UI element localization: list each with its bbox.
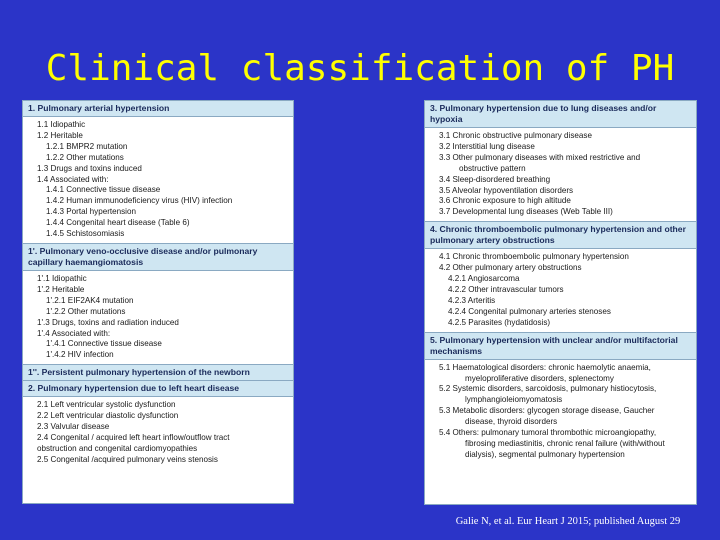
list-item: obstruction and congenital cardiomyopathies — [37, 443, 198, 453]
group-5-items — [425, 360, 696, 464]
group-5-header: 5. Pulmonary hypertension with unclear and/or multifactorial mechanisms — [425, 333, 696, 360]
list-item: 5.4 Others: pulmonary tumoral thrombothic microangiopathy, — [439, 428, 657, 438]
list-item: 1'.4 Associated with: — [37, 328, 111, 338]
list-item: 1'.4.1 Connective tissue disease — [46, 339, 162, 349]
list-item: 3.2 Interstitial lung disease — [439, 141, 535, 151]
list-item: 1'.2.1 EIF2AK4 mutation — [46, 295, 134, 305]
group-1-double-prime-header: 1''. Persistent pulmonary hypertension of the newborn — [23, 365, 293, 381]
list-item: 3.7 Developmental lung diseases (Web Table III) — [439, 207, 613, 217]
classification-left-column — [22, 100, 294, 504]
list-item: 4.1 Chronic thromboembolic pulmonary hypertension — [439, 252, 629, 262]
list-item: 1.4.4 Congenital heart disease (Table 6) — [46, 218, 190, 228]
group-1-items — [23, 117, 293, 244]
list-item: dialysis), segmental pulmonary hypertension — [465, 449, 625, 459]
group-1-prime-items — [23, 271, 293, 365]
list-item: 1.4.2 Human immunodeficiency virus (HIV) infection — [46, 196, 233, 206]
list-item: 1.2.2 Other mutations — [46, 152, 124, 162]
list-item: lymphangioleiomyomatosis — [465, 395, 563, 405]
list-item: disease, thyroid disorders — [465, 417, 558, 427]
list-item: 4.2.3 Arteritis — [448, 295, 496, 305]
list-item: 4.2 Other pulmonary artery obstructions — [439, 263, 582, 273]
list-item: 5.2 Systemic disorders, sarcoidosis, pulmonary histiocytosis, — [439, 384, 657, 394]
classification-right-column — [424, 100, 697, 505]
list-item: 5.3 Metabolic disorders: glycogen storage disease, Gaucher — [439, 406, 655, 416]
list-item: 3.4 Sleep-disordered breathing — [439, 174, 551, 184]
list-item: myeloproliferative disorders, splenectomy — [465, 373, 614, 383]
group-3-items — [425, 128, 696, 222]
list-item: 3.5 Alveolar hypoventilation disorders — [439, 185, 574, 195]
list-item: 2.4 Congenital / acquired left heart inflow/outflow tract — [37, 432, 230, 442]
list-item: 3.6 Chronic exposure to high altitude — [439, 196, 571, 206]
list-item: 1.1 Idiopathic — [37, 120, 86, 129]
group-3-header: 3. Pulmonary hypertension due to lung diseases and/or hypoxia — [425, 101, 696, 128]
list-item: fibrosing mediastinitis, chronic renal failure (with/without — [465, 438, 665, 448]
list-item: 1'.4.2 HIV infection — [46, 350, 114, 360]
list-item: 1'.2 Heritable — [37, 284, 85, 294]
list-item: 2.1 Left ventricular systolic dysfunction — [37, 400, 176, 410]
group-4-items — [425, 249, 696, 332]
list-item: 1.2.1 BMPR2 mutation — [46, 141, 128, 151]
group-1-header: 1. Pulmonary arterial hypertension — [23, 101, 293, 117]
group-1-prime-header: 1'. Pulmonary veno-occlusive disease and/or pulmonary capillary haemangiomatosis — [23, 244, 293, 271]
list-item: 2.5 Congenital /acquired pulmonary veins stenosis — [37, 454, 218, 464]
group-4-header: 4. Chronic thromboembolic pulmonary hypertension and other pulmonary artery obstructions — [425, 222, 696, 249]
list-item: obstructive pattern — [459, 163, 526, 173]
group-2-items — [23, 397, 293, 468]
list-item: 1.4.3 Portal hypertension — [46, 207, 136, 217]
list-item: 1.2 Heritable — [37, 130, 83, 140]
list-item: 1.3 Drugs and toxins induced — [37, 163, 142, 173]
list-item: 1.4.1 Connective tissue disease — [46, 185, 161, 195]
list-item: 5.1 Haematological disorders: chronic haemolytic anaemia, — [439, 362, 651, 372]
list-item: 1'.3 Drugs, toxins and radiation induced — [37, 317, 179, 327]
list-item: 1.4 Associated with: — [37, 174, 109, 184]
list-item: 1.4.5 Schistosomiasis — [46, 229, 125, 239]
slide-title: Clinical classification of PH — [45, 48, 675, 89]
list-item: 4.2.1 Angiosarcoma — [448, 274, 520, 284]
list-item: 3.3 Other pulmonary diseases with mixed restrictive and — [439, 152, 641, 162]
group-2-header: 2. Pulmonary hypertension due to left heart disease — [23, 381, 293, 397]
list-item: 2.2 Left ventricular diastolic dysfunction — [37, 411, 179, 421]
list-item: 1'.1 Idiopathic — [37, 273, 87, 283]
list-item: 3.1 Chronic obstructive pulmonary disease — [439, 131, 592, 140]
list-item: 2.3 Valvular disease — [37, 422, 110, 432]
list-item: 4.2.4 Congenital pulmonary arteries stenoses — [448, 306, 611, 316]
list-item: 4.2.2 Other intravascular tumors — [448, 284, 564, 294]
citation: Galie N, et al. Eur Heart J 2015; published August 29 — [455, 516, 681, 527]
list-item: 1'.2.2 Other mutations — [46, 306, 126, 316]
list-item: 4.2.5 Parasites (hydatidosis) — [448, 317, 551, 327]
